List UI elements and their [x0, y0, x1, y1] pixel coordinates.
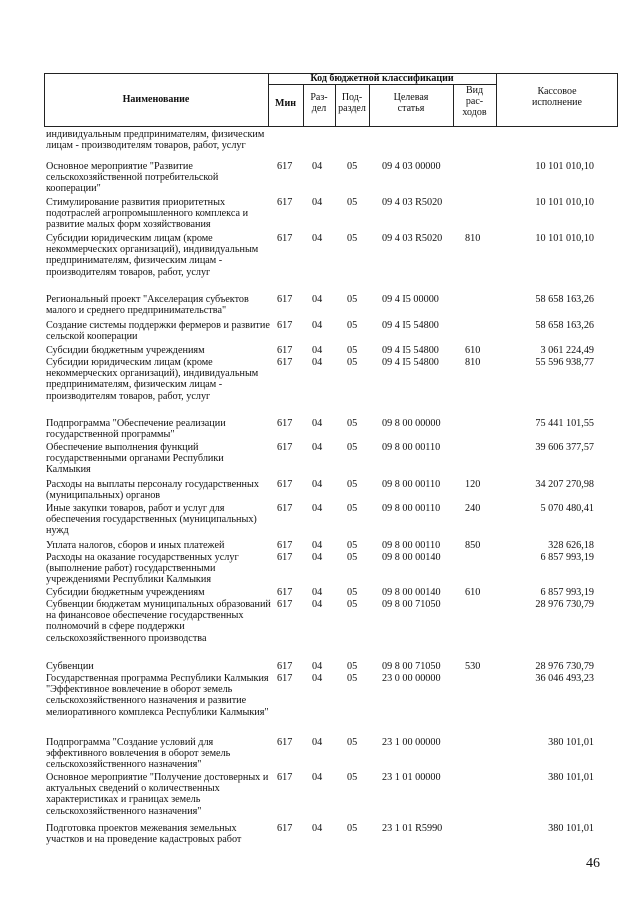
- cell-min: 617: [277, 320, 293, 331]
- cell-target: 23 1 01 R5990: [382, 823, 443, 834]
- cell-min: 617: [277, 294, 293, 305]
- cell-min: 617: [277, 233, 293, 244]
- cell-podrazdel: 05: [347, 587, 358, 598]
- cell-podrazdel: 05: [347, 540, 358, 551]
- cell-name: Основное мероприятие "Получение достоверных и актуальных сведений о количественных характеристиках и границах земель сельскохозяйственного назначения": [46, 772, 269, 817]
- cell-target: 09 4 I5 54800: [382, 357, 439, 368]
- cell-target: 23 1 01 00000: [382, 772, 441, 783]
- cell-vid: 530: [465, 661, 481, 672]
- cell-min: 617: [277, 587, 293, 598]
- cell-name: Подпрограмма "Создание условий для эффективного вовлечения в оборот земель сельскохозяйственного назначения": [46, 737, 231, 771]
- cell-podrazdel: 05: [347, 823, 358, 834]
- cell-podrazdel: 05: [347, 599, 358, 610]
- cell-min: 617: [277, 673, 293, 684]
- cell-target: 09 8 00 71050: [382, 661, 441, 672]
- cell-min: 617: [277, 599, 293, 610]
- cell-podrazdel: 05: [347, 442, 358, 453]
- cell-podrazdel: 05: [347, 661, 358, 672]
- cell-razdel: 04: [312, 661, 323, 672]
- cell-amount: 380 101,01: [548, 772, 594, 783]
- cell-target: 09 4 03 R5020: [382, 233, 443, 244]
- cell-razdel: 04: [312, 357, 323, 368]
- cell-target: 09 4 03 00000: [382, 161, 441, 172]
- cell-min: 617: [277, 442, 293, 453]
- table-header: [44, 73, 618, 127]
- cell-podrazdel: 05: [347, 479, 358, 490]
- cell-min: 617: [277, 772, 293, 783]
- cell-vid: 610: [465, 345, 481, 356]
- cell-razdel: 04: [312, 320, 323, 331]
- cell-amount: 75 441 101,55: [535, 418, 594, 429]
- cell-name: Создание системы поддержки фермеров и развитие сельской кооперации: [46, 320, 270, 343]
- cell-name: Основное мероприятие "Развитие сельскохозяйственной потребительской кооперации": [46, 161, 219, 195]
- header-target: Целевая статья: [393, 92, 429, 114]
- cell-target: 09 8 00 00110: [382, 503, 441, 514]
- cell-name: Субсидии юридическим лицам (кроме некоммерческих организаций), индивидуальным предпринимателям, физическим лицам - производителям товаров, работ, услуг: [46, 357, 259, 402]
- cell-amount: 36 046 493,23: [535, 673, 594, 684]
- cell-vid: 850: [465, 540, 481, 551]
- cell-vid: 810: [465, 357, 481, 368]
- cell-podrazdel: 05: [347, 345, 358, 356]
- cell-razdel: 04: [312, 197, 323, 208]
- cell-min: 617: [277, 161, 293, 172]
- cell-amount: 58 658 163,26: [535, 294, 594, 305]
- cell-podrazdel: 05: [347, 320, 358, 331]
- cell-min: 617: [277, 540, 293, 551]
- cell-amount: 6 857 993,19: [540, 552, 594, 563]
- cell-name: Иные закупки товаров, работ и услуг для обеспечения государственных (муниципальных) нужд: [46, 503, 257, 537]
- cell-amount: 28 976 730,79: [535, 661, 594, 672]
- cell-amount: 380 101,01: [548, 823, 594, 834]
- cell-target: 09 8 00 00110: [382, 540, 441, 551]
- cell-amount: 328 626,18: [548, 540, 594, 551]
- cell-podrazdel: 05: [347, 418, 358, 429]
- cell-razdel: 04: [312, 442, 323, 453]
- cell-amount: 10 101 010,10: [535, 197, 594, 208]
- cell-vid: 610: [465, 587, 481, 598]
- cell-amount: 34 207 270,98: [535, 479, 594, 490]
- cell-target: 09 8 00 00110: [382, 479, 441, 490]
- page-number: 46: [586, 856, 600, 871]
- cell-amount: 39 606 377,57: [535, 442, 594, 453]
- cell-razdel: 04: [312, 161, 323, 172]
- cell-target: 23 0 00 00000: [382, 673, 441, 684]
- cell-amount: 380 101,01: [548, 737, 594, 748]
- cell-name: Субсидии бюджетным учреждениям: [46, 345, 205, 356]
- cell-name: Стимулирование развития приоритетных подотраслей агропромышленного комплекса и развитие малых форм хозяйствования: [46, 197, 249, 231]
- cell-razdel: 04: [312, 345, 323, 356]
- cell-target: 09 4 I5 54800: [382, 345, 439, 356]
- cell-amount: 10 101 010,10: [535, 161, 594, 172]
- cell-razdel: 04: [312, 737, 323, 748]
- header-code-group: Код бюджетной классификации: [310, 73, 454, 84]
- cell-amount: 28 976 730,79: [535, 599, 594, 610]
- cell-name: Субвенции бюджетам муниципальных образований на финансовое обеспечение государственных полномочий в сфере поддержки сельскохозяйственного производства: [46, 599, 271, 644]
- cell-podrazdel: 05: [347, 737, 358, 748]
- cell-podrazdel: 05: [347, 294, 358, 305]
- cell-razdel: 04: [312, 587, 323, 598]
- cell-target: 09 8 00 71050: [382, 599, 441, 610]
- cell-target: 09 4 I5 00000: [382, 294, 439, 305]
- cell-min: 617: [277, 737, 293, 748]
- header-podrazdel: Под- раздел: [338, 92, 366, 114]
- cell-amount: 55 596 938,77: [535, 357, 594, 368]
- cell-target: 09 4 03 R5020: [382, 197, 443, 208]
- header-razdel: Раз- дел: [310, 92, 328, 114]
- cell-name: Подготовка проектов межевания земельных участков и на проведение кадастровых работ: [46, 823, 242, 846]
- cell-min: 617: [277, 823, 293, 834]
- cell-razdel: 04: [312, 552, 323, 563]
- cell-razdel: 04: [312, 599, 323, 610]
- cell-name: Подпрограмма "Обеспечение реализации государственной программы": [46, 418, 226, 441]
- cell-razdel: 04: [312, 540, 323, 551]
- cell-name: Расходы на оказание государственных услуг (выполнение работ) государственными учреждениями Республики Калмыкия: [46, 552, 239, 586]
- cell-min: 617: [277, 357, 293, 368]
- cell-name: Субсидии бюджетным учреждениям: [46, 587, 205, 598]
- cell-name: Субсидии юридическим лицам (кроме некоммерческих организаций), индивидуальным предпринимателям, физическим лицам - производителям товаров, работ, услуг: [46, 233, 259, 278]
- cell-podrazdel: 05: [347, 673, 358, 684]
- header-min: Мин: [275, 98, 296, 109]
- cell-min: 617: [277, 503, 293, 514]
- cell-min: 617: [277, 552, 293, 563]
- cell-min: 617: [277, 479, 293, 490]
- cell-min: 617: [277, 197, 293, 208]
- cell-razdel: 04: [312, 823, 323, 834]
- cell-podrazdel: 05: [347, 772, 358, 783]
- cell-amount: 6 857 993,19: [540, 587, 594, 598]
- cell-razdel: 04: [312, 418, 323, 429]
- cell-podrazdel: 05: [347, 357, 358, 368]
- cell-target: 09 8 00 00140: [382, 587, 441, 598]
- cell-target: 09 8 00 00110: [382, 442, 441, 453]
- cell-vid: 120: [465, 479, 481, 490]
- header-name: Наименование: [122, 94, 190, 105]
- cell-amount: 3 061 224,49: [540, 345, 594, 356]
- cell-razdel: 04: [312, 479, 323, 490]
- cell-podrazdel: 05: [347, 552, 358, 563]
- cell-podrazdel: 05: [347, 233, 358, 244]
- cell-name: индивидуальным предпринимателям, физическим лицам - производителям товаров, работ, услуг: [46, 129, 265, 152]
- cell-min: 617: [277, 661, 293, 672]
- cell-amount: 5 070 480,41: [540, 503, 594, 514]
- cell-name: Обеспечение выполнения функций государственными органами Республики Калмыкия: [46, 442, 224, 476]
- cell-vid: 240: [465, 503, 481, 514]
- cell-razdel: 04: [312, 294, 323, 305]
- cell-razdel: 04: [312, 772, 323, 783]
- cell-razdel: 04: [312, 503, 323, 514]
- cell-name: Субвенции: [46, 661, 94, 672]
- cell-target: 09 8 00 00000: [382, 418, 441, 429]
- cell-target: 09 4 I5 54800: [382, 320, 439, 331]
- cell-amount: 10 101 010,10: [535, 233, 594, 244]
- cell-name: Региональный проект "Акселерация субъектов малого и среднего предпринимательства": [46, 294, 249, 317]
- cell-name: Расходы на выплаты персоналу государственных (муниципальных) органов: [46, 479, 259, 502]
- cell-min: 617: [277, 418, 293, 429]
- cell-amount: 58 658 163,26: [535, 320, 594, 331]
- cell-podrazdel: 05: [347, 161, 358, 172]
- cell-podrazdel: 05: [347, 197, 358, 208]
- cell-min: 617: [277, 345, 293, 356]
- cell-razdel: 04: [312, 233, 323, 244]
- cell-name: Государственная программа Республики Калмыкия "Эффективное вовлечение в оборот земель сельскохозяйственного назначения и развитие мелиоративного комплекса Республики Калмыкия": [46, 673, 269, 718]
- cell-name: Уплата налогов, сборов и иных платежей: [46, 540, 225, 551]
- cell-podrazdel: 05: [347, 503, 358, 514]
- cell-target: 09 8 00 00140: [382, 552, 441, 563]
- cell-razdel: 04: [312, 673, 323, 684]
- header-vid: Вид рас- ходов: [462, 85, 487, 118]
- cell-target: 23 1 00 00000: [382, 737, 441, 748]
- cell-vid: 810: [465, 233, 481, 244]
- header-cash: Кассовое исполнение: [532, 86, 582, 108]
